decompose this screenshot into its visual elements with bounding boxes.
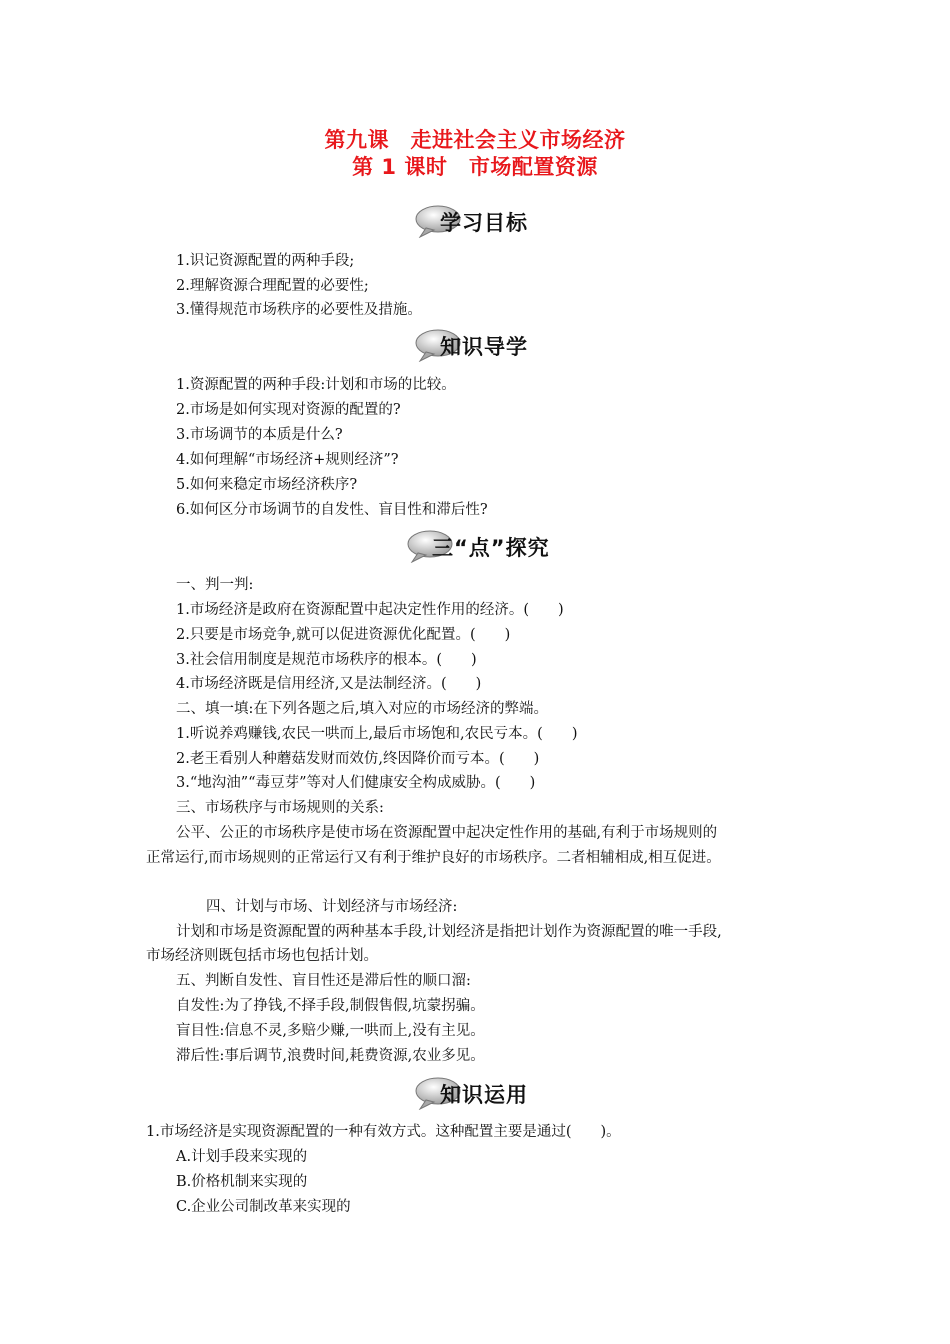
rhyme-item: 盲目性:信息不灵,多赔少赚,一哄而上,没有主见。 xyxy=(176,1023,485,1039)
fill-item: 3.“地沟油”“毒豆芽”等对人们健康安全构成威胁。( ) xyxy=(176,775,536,791)
guide-item: 3.市场调节的本质是什么? xyxy=(176,427,343,443)
relation-text: 公平、公正的市场秩序是使市场在资源配置中起决定性作用的基础,有利于市场规则的 xyxy=(176,825,718,841)
judge-item: 3.社会信用制度是规范市场秩序的根本。( ) xyxy=(176,652,477,668)
fill-item: 2.老王看别人种蘑菇发财而效仿,终因降价而亏本。( ) xyxy=(176,751,540,767)
goal-item: 2.理解资源合理配置的必要性; xyxy=(176,278,369,294)
fill-title: 二、填一填:在下列各题之后,填入对应的市场经济的弊端。 xyxy=(176,701,548,717)
relation-text: 正常运行,而市场规则的正常运行又有利于维护良好的市场秩序。二者相辅相成,相互促进。 xyxy=(146,850,721,866)
guide-item: 5.如何来稳定市场经济秩序? xyxy=(176,477,358,493)
option-c: C.企业公司制改革来实现的 xyxy=(176,1199,351,1215)
lesson-title: 第九课 走进社会主义市场经济 xyxy=(324,128,626,152)
lesson-subtitle: 第 1 课时 市场配置资源 xyxy=(352,155,598,179)
section-goals-heading xyxy=(414,202,528,242)
guide-item: 4.如何理解“市场经济+规则经济”? xyxy=(176,452,399,468)
section-explore-heading xyxy=(406,527,550,567)
rhyme-title: 五、判断自发性、盲目性还是滞后性的顺口溜: xyxy=(176,973,471,989)
judge-item: 4.市场经济既是信用经济,又是法制经济。( ) xyxy=(176,676,482,692)
section-explore-title: 三“点”探究 xyxy=(432,536,550,560)
option-b: B.价格机制来实现的 xyxy=(176,1174,308,1190)
fill-item: 1.听说养鸡赚钱,农民一哄而上,最后市场饱和,农民亏本。( ) xyxy=(176,726,578,742)
plan-title: 四、计划与市场、计划经济与市场经济: xyxy=(206,899,458,915)
guide-item: 6.如何区分市场调节的自发性、盲目性和滞后性? xyxy=(176,502,488,518)
plan-text: 计划和市场是资源配置的两种基本手段,计划经济是指把计划作为资源配置的唯一手段, xyxy=(176,924,722,940)
section-guide-title: 知识导学 xyxy=(440,335,528,359)
section-apply-title: 知识运用 xyxy=(440,1083,528,1107)
judge-item: 1.市场经济是政府在资源配置中起决定性作用的经济。( ) xyxy=(176,602,564,618)
section-guide-heading xyxy=(414,326,528,366)
question-1: 1.市场经济是实现资源配置的一种有效方式。这种配置主要是通过( )。 xyxy=(146,1124,621,1140)
rhyme-item: 滞后性:事后调节,浪费时间,耗费资源,农业多见。 xyxy=(176,1048,485,1064)
judge-item: 2.只要是市场竞争,就可以促进资源优化配置。( ) xyxy=(176,627,511,643)
goal-item: 3.懂得规范市场秩序的必要性及措施。 xyxy=(176,302,422,318)
guide-item: 2.市场是如何实现对资源的配置的? xyxy=(176,402,401,418)
judge-title: 一、判一判: xyxy=(176,577,254,593)
relation-title: 三、市场秩序与市场规则的关系: xyxy=(176,800,384,816)
goal-item: 1.识记资源配置的两种手段; xyxy=(176,253,355,269)
section-goals-title: 学习目标 xyxy=(440,211,528,235)
rhyme-item: 自发性:为了挣钱,不择手段,制假售假,坑蒙拐骗。 xyxy=(176,998,485,1014)
plan-text: 市场经济则既包括市场也包括计划。 xyxy=(146,948,378,964)
section-apply-heading xyxy=(414,1074,528,1114)
guide-item: 1.资源配置的两种手段:计划和市场的比较。 xyxy=(176,377,456,393)
option-a: A.计划手段来实现的 xyxy=(176,1149,308,1165)
